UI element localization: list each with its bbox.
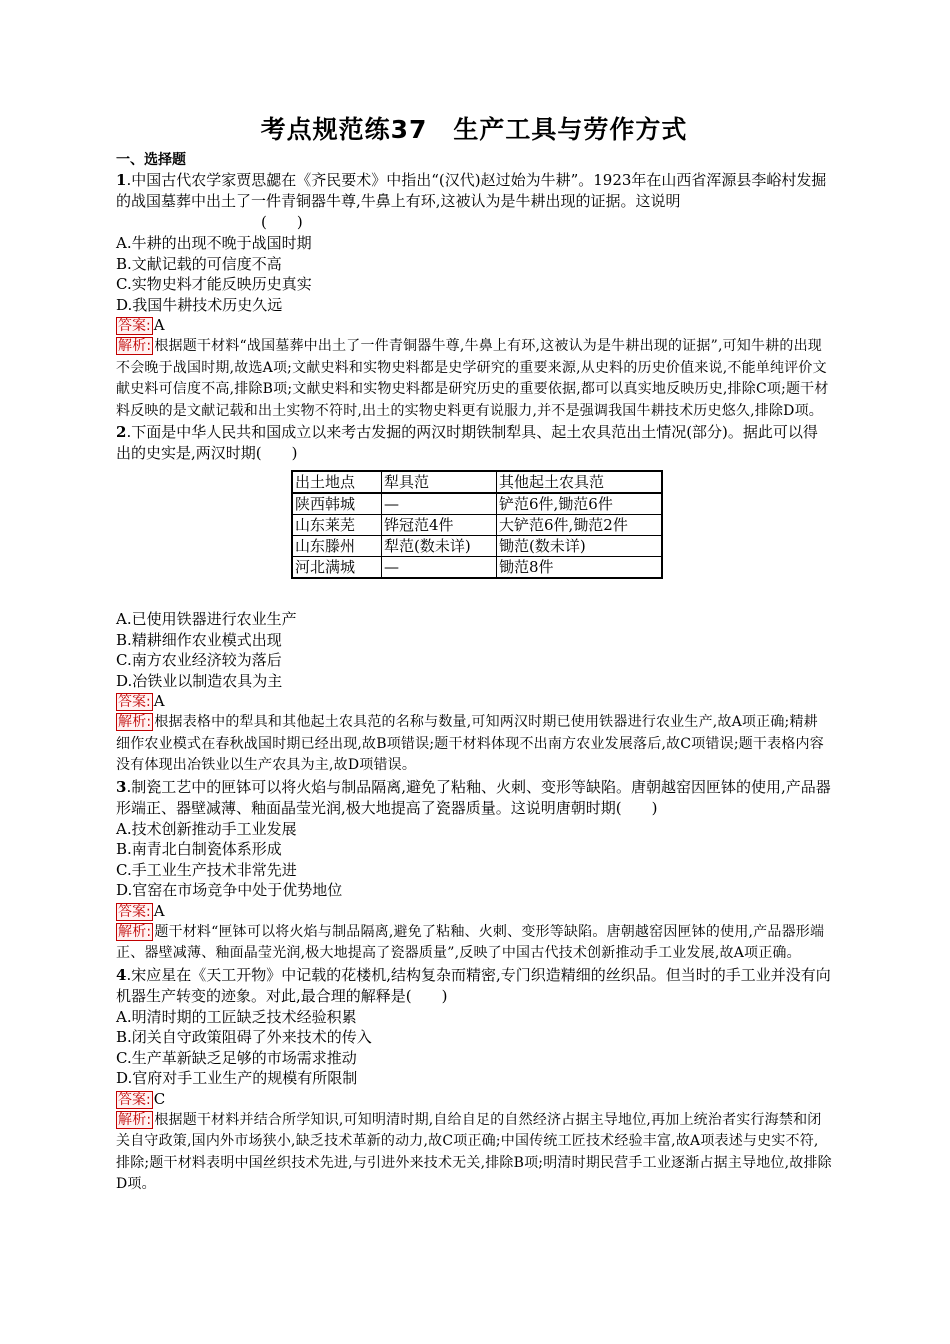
answer-value: A (153, 316, 165, 334)
question-text: .宋应星在《天工开物》中记载的花楼机,结构复杂而精密,专门织造精细的丝织品。但当时的手工业并没有向机器生产转变的迹象。对此,最合理的解释是( ) (116, 965, 831, 1005)
table-cell: 山东滕州 (292, 536, 382, 557)
table-header-row (292, 471, 662, 493)
table-row (292, 493, 662, 515)
option-a: A.牛耕的出现不晚于战国时期 (116, 234, 312, 252)
question-text: .制瓷工艺中的匣钵可以将火焰与制品隔离,避免了粘釉、火刺、变形等缺陷。唐朝越窑因匣钵的使用,产品器形端正、器壁减薄、釉面晶莹光润,极大地提高了瓷器质量。这说明唐朝时期( ) (116, 777, 831, 817)
answer-tag: 答案: (118, 903, 151, 920)
explain-tag: 解析: (118, 714, 152, 730)
explain-tag: 解析: (118, 1111, 152, 1128)
table-cell: 犁范(数未详) (382, 536, 497, 557)
answer-tag: 答案: (118, 318, 151, 334)
option-a: A.已使用铁器进行农业生产 (116, 610, 297, 628)
table-cell: 锄范8件 (497, 557, 663, 579)
question-number: 4 (116, 965, 127, 984)
option-a: A.明清时期的工匠缺乏技术经验积累 (116, 1007, 357, 1026)
table-header-cell: 其他起土农具范 (497, 471, 663, 493)
answer-line (116, 1089, 832, 1110)
option-c: C.生产革新缺乏足够的市场需求推动 (116, 1048, 357, 1067)
explanation-text: 根据题干材料“战国墓葬中出土了一件青铜器牛尊,牛鼻上有环,这被认为是牛耕出现的证据”,可知牛耕的出现不会晚于战国时期,故选A项;文献史料和实物史料都是史学研究的重要来源,从史料的历史价值来说,不能单纯评价文献史料可信度不高,排除B项;文献史料和实物史料都是研究历史的重要依据,都可以真实地反映历史,排除C项;题干材料反映的是文献记载和出土实物不符时,出土的实物史料更有说服力,并不是强调我国牛耕技术历史悠久,排除D项。 (116, 338, 829, 419)
option-a: A.技术创新推动手工业发展 (116, 819, 297, 838)
explanation-text: 根据表格中的犁具和其他起土农具范的名称与数量,可知两汉时期已使用铁器进行农业生产,故A项正确;精耕细作农业模式在春秋战国时期已经出现,故B项错误;题干材料体现不出南方农业发展落后,故C项错误;题干表格内容没有体现出冶铁业以生产农具为主,故D项错误。 (116, 714, 824, 773)
table-row (292, 557, 662, 579)
answer-tag: 答案: (118, 694, 151, 710)
table-cell: 大铲范6件,锄范2件 (497, 515, 663, 536)
explanation (116, 712, 832, 777)
table-row (292, 536, 662, 557)
table-cell: — (382, 493, 497, 515)
option-d: D.官窑在市场竞争中处于优势地位 (116, 881, 343, 899)
question-stem (116, 965, 832, 1007)
answer-line (116, 901, 832, 922)
option-b: B.精耕细作农业模式出现 (116, 630, 282, 649)
answer-value: A (153, 901, 165, 920)
document-page (116, 110, 832, 1196)
option-c: C.手工业生产技术非常先进 (116, 860, 297, 879)
explanation (116, 922, 832, 965)
explanation-text: 题干材料“匣钵可以将火焰与制品隔离,避免了粘釉、火刺、变形等缺陷。唐朝越窑因匣钵的使用,产品器形端正、器壁减薄、釉面晶莹光润,极大地提高了瓷器质量”,反映了中国古代技术创新推动手工业发展,故A项正确。 (116, 923, 825, 961)
table-cell: — (382, 557, 497, 579)
answer-value: A (153, 692, 165, 710)
explanation-text: 根据题干材料并结合所学知识,可知明清时期,自给自足的自然经济占据主导地位,再加上统治者实行海禁和闭关自守政策,国内外市场狭小,缺乏技术革新的动力,故C项正确;中国传统工匠技术经验丰富,故A项表述与史实不符,排除;题干材料表明中国丝织技术先进,与引进外来技术无关,排除B项;明清时期民营手工业逐渐占据主导地位,故排除D项。 (116, 1111, 832, 1192)
question-stem (116, 422, 832, 464)
question-3 (116, 777, 832, 965)
question-stem (116, 170, 832, 233)
option-b: B.闭关自守政策阻碍了外来技术的传入 (116, 1028, 372, 1046)
table-header-cell: 出土地点 (292, 471, 382, 493)
data-table-wrapper (291, 470, 832, 579)
question-4 (116, 965, 832, 1196)
explanation (116, 336, 832, 422)
explain-tag: 解析: (118, 338, 152, 354)
option-d: D.冶铁业以制造农具为主 (116, 671, 283, 690)
answer-line (116, 315, 832, 336)
data-table (291, 470, 663, 579)
question-number: 1 (116, 171, 127, 189)
question-text: .下面是中华人民共和国成立以来考古发掘的两汉时期铁制犁具、起土农具范出土情况(部分)。据此可以得出的史实是,两汉时期( ) (116, 423, 818, 462)
table-header-cell: 犁具范 (382, 471, 497, 493)
table-cell: 铧冠范4件 (382, 515, 497, 536)
option-b: B.南青北白制瓷体系形成 (116, 840, 282, 858)
question-stem (116, 777, 832, 819)
explanation (116, 1110, 832, 1196)
question-2 (116, 422, 832, 777)
option-c: C.实物史料才能反映历史真实 (116, 275, 312, 293)
question-1 (116, 170, 832, 422)
answer-paren: ( ) (261, 213, 303, 231)
answer-value: C (153, 1089, 166, 1108)
explain-tag: 解析: (118, 923, 152, 940)
table-cell: 锄范(数未详) (497, 536, 663, 557)
table-cell: 山东莱芜 (292, 515, 382, 536)
section-heading: 一、选择题 (116, 152, 186, 168)
table-cell: 河北满城 (292, 557, 382, 579)
answer-tag: 答案: (118, 1091, 151, 1108)
table-cell: 陕西韩城 (292, 493, 382, 515)
option-d: D.我国牛耕技术历史久远 (116, 295, 283, 314)
question-number: 3 (116, 777, 127, 796)
option-d: D.官府对手工业生产的规模有所限制 (116, 1069, 358, 1087)
table-cell: 铲范6件,锄范6件 (497, 493, 663, 515)
page-title: 考点规范练37 生产工具与劳作方式 (260, 115, 688, 144)
option-c: C.南方农业经济较为落后 (116, 651, 282, 669)
answer-line (116, 691, 832, 712)
question-text: .中国古代农学家贾思勰在《齐民要术》中指出“(汉代)赵过始为牛耕”。1923年在山西省浑源县李峪村发掘的战国墓葬中出土了一件青铜器牛尊,牛鼻上有环,这被认为是牛耕出现的证据。这说明 (116, 171, 827, 210)
option-b: B.文献记载的可信度不高 (116, 254, 282, 273)
question-number: 2 (116, 423, 127, 441)
table-row (292, 515, 662, 536)
